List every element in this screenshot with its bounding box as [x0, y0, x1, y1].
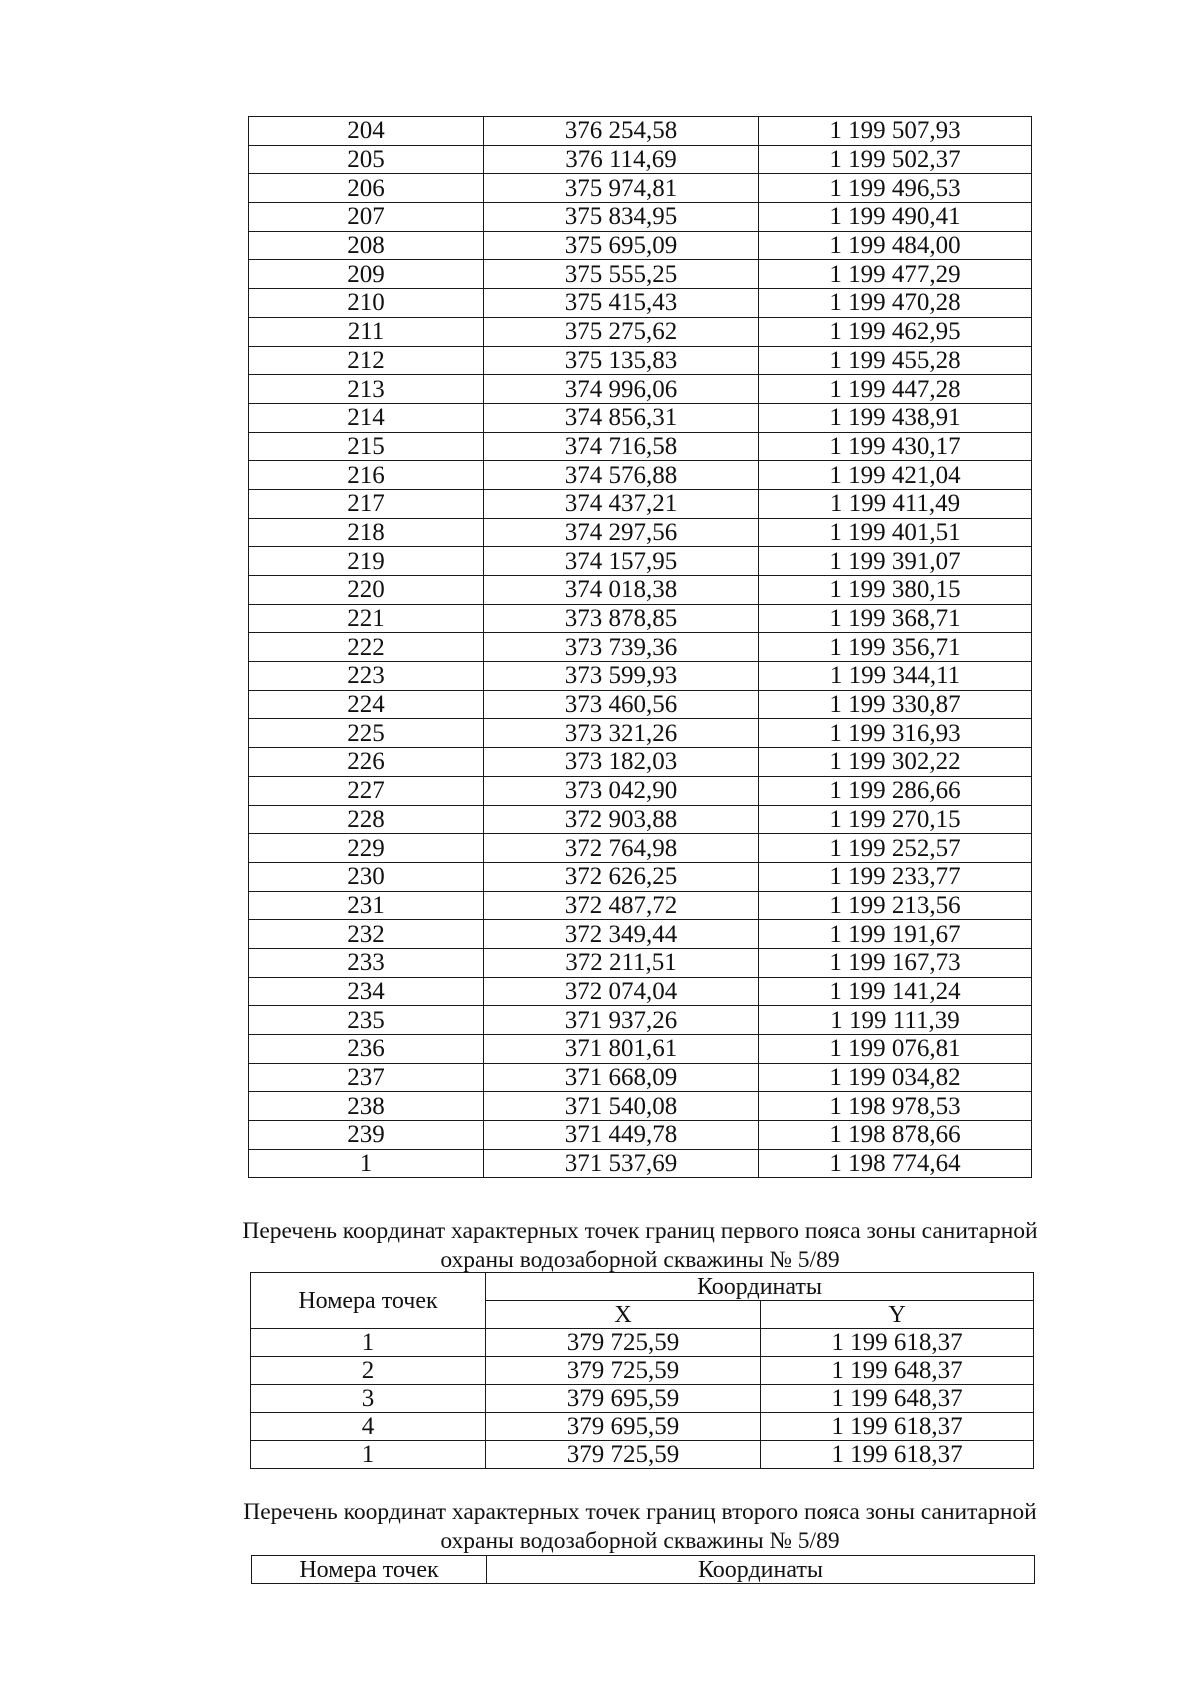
point-number-cell: 223 [249, 662, 484, 691]
coord-y-cell: 1 199 391,07 [759, 547, 1032, 576]
zone1-table-row [251, 1329, 1034, 1357]
main_table-table-row [249, 461, 1032, 490]
coord-x-cell: 374 018,38 [484, 576, 759, 605]
coord-x-cell: 372 211,51 [484, 948, 759, 977]
point-number-cell: 231 [249, 891, 484, 920]
coord-x-cell: 379 695,59 [486, 1385, 761, 1413]
point-number-cell: 230 [249, 862, 484, 891]
coord-x-cell: 373 599,93 [484, 662, 759, 691]
main_table-table-row [249, 403, 1032, 432]
coord-y-cell: 1 199 490,41 [759, 203, 1032, 232]
coord-y-cell: 1 199 447,28 [759, 375, 1032, 404]
point-number-cell: 239 [249, 1121, 484, 1150]
point-number-cell: 222 [249, 633, 484, 662]
coord-y-cell: 1 199 213,56 [759, 891, 1032, 920]
point-number-cell: 4 [251, 1413, 486, 1441]
point-number-cell: 211 [249, 317, 484, 346]
coord-y-cell: 1 199 438,91 [759, 403, 1032, 432]
main_table-table-row [249, 1035, 1032, 1064]
point-number-cell: 224 [249, 690, 484, 719]
zone1-caption-line1: Перечень координат характерных точек границ первого пояса зоны санитарной [242, 1218, 1038, 1244]
coord-x-cell: 372 903,88 [484, 805, 759, 834]
coord-x-cell: 375 974,81 [484, 174, 759, 203]
point-number-cell: 204 [249, 117, 484, 146]
point-number-cell: 234 [249, 977, 484, 1006]
coord-y-cell: 1 199 076,81 [759, 1035, 1032, 1064]
coord-x-cell: 376 114,69 [484, 145, 759, 174]
point-number-cell: 217 [249, 489, 484, 518]
coord-x-cell: 372 074,04 [484, 977, 759, 1006]
coord-y-cell: 1 199 648,37 [761, 1385, 1034, 1413]
coord-x-cell: 375 555,25 [484, 260, 759, 289]
main_table-table-row [249, 834, 1032, 863]
coord-y-cell: 1 199 484,00 [759, 231, 1032, 260]
zone1-table-row [251, 1385, 1034, 1413]
coord-x-cell: 379 695,59 [486, 1413, 761, 1441]
point-number-cell: 225 [249, 719, 484, 748]
coord-y-cell: 1 199 462,95 [759, 317, 1032, 346]
main_table-table-row [249, 1149, 1032, 1178]
zone1-header-x: X [486, 1301, 761, 1329]
main_table-table-row [249, 547, 1032, 576]
coord-x-cell: 374 576,88 [484, 461, 759, 490]
point-number-cell: 1 [251, 1441, 486, 1469]
coord-x-cell: 373 321,26 [484, 719, 759, 748]
coord-y-cell: 1 199 618,37 [761, 1413, 1034, 1441]
point-number-cell: 207 [249, 203, 484, 232]
main_table-table-row [249, 203, 1032, 232]
coord-y-cell: 1 198 878,66 [759, 1121, 1032, 1150]
zone1-table-row [251, 1441, 1034, 1469]
main_table-table-row [249, 346, 1032, 375]
main_table-table-row [249, 862, 1032, 891]
point-number-cell: 218 [249, 518, 484, 547]
zone1-table-row [251, 1357, 1034, 1385]
coord-x-cell: 375 834,95 [484, 203, 759, 232]
point-number-cell: 226 [249, 748, 484, 777]
coord-y-cell: 1 199 411,49 [759, 489, 1032, 518]
coord-x-cell: 371 801,61 [484, 1035, 759, 1064]
coord-x-cell: 371 540,08 [484, 1092, 759, 1121]
zone2-caption [160, 1498, 1120, 1556]
coord-x-cell: 374 856,31 [484, 403, 759, 432]
coord-x-cell: 372 626,25 [484, 862, 759, 891]
main_table-table-row [249, 1063, 1032, 1092]
main_table-table-row [249, 977, 1032, 1006]
main_table-table-row [249, 920, 1032, 949]
point-number-cell: 219 [249, 547, 484, 576]
coord-x-cell: 373 460,56 [484, 690, 759, 719]
coord-y-cell: 1 199 380,15 [759, 576, 1032, 605]
point-number-cell: 237 [249, 1063, 484, 1092]
coord-x-cell: 371 937,26 [484, 1006, 759, 1035]
coord-x-cell: 372 487,72 [484, 891, 759, 920]
point-number-cell: 206 [249, 174, 484, 203]
point-number-cell: 1 [251, 1329, 486, 1357]
coord-x-cell: 373 182,03 [484, 748, 759, 777]
point-number-cell: 233 [249, 948, 484, 977]
main_table-table-row [249, 604, 1032, 633]
point-number-cell: 1 [249, 1149, 484, 1178]
coord-x-cell: 371 668,09 [484, 1063, 759, 1092]
coord-x-cell: 379 725,59 [486, 1357, 761, 1385]
coord-x-cell: 379 725,59 [486, 1441, 761, 1469]
coord-y-cell: 1 199 507,93 [759, 117, 1032, 146]
coord-y-cell: 1 199 455,28 [759, 346, 1032, 375]
point-number-cell: 232 [249, 920, 484, 949]
coord-x-cell: 371 537,69 [484, 1149, 759, 1178]
main_table-table-row [249, 805, 1032, 834]
coord-x-cell: 373 042,90 [484, 776, 759, 805]
coord-x-cell: 375 275,62 [484, 317, 759, 346]
point-number-cell: 220 [249, 576, 484, 605]
coord-y-cell: 1 199 191,67 [759, 920, 1032, 949]
coord-y-cell: 1 199 111,39 [759, 1006, 1032, 1035]
point-number-cell: 215 [249, 432, 484, 461]
coord-y-cell: 1 199 302,22 [759, 748, 1032, 777]
coord-y-cell: 1 199 356,71 [759, 633, 1032, 662]
main_table-table-row [249, 1121, 1032, 1150]
coord-y-cell: 1 199 286,66 [759, 776, 1032, 805]
point-number-cell: 3 [251, 1385, 486, 1413]
zone2-header-points: Номера точек [252, 1556, 487, 1584]
main_table-table-row [249, 231, 1032, 260]
coord-y-cell: 1 199 034,82 [759, 1063, 1032, 1092]
main_table-table-row [249, 260, 1032, 289]
coord-y-cell: 1 199 502,37 [759, 145, 1032, 174]
coord-y-cell: 1 199 270,15 [759, 805, 1032, 834]
point-number-cell: 238 [249, 1092, 484, 1121]
main_table-table-row [249, 117, 1032, 146]
point-number-cell: 221 [249, 604, 484, 633]
main_table-table-row [249, 1006, 1032, 1035]
coord-x-cell: 374 297,56 [484, 518, 759, 547]
coord-y-cell: 1 199 430,17 [759, 432, 1032, 461]
main_table-table-row [249, 174, 1032, 203]
coord-x-cell: 372 349,44 [484, 920, 759, 949]
zone1-table-row [251, 1413, 1034, 1441]
main_table-table-row [249, 633, 1032, 662]
main_table-table-row [249, 375, 1032, 404]
coord-x-cell: 373 739,36 [484, 633, 759, 662]
coord-x-cell: 375 695,09 [484, 231, 759, 260]
coord-y-cell: 1 199 421,04 [759, 461, 1032, 490]
coord-x-cell: 374 157,95 [484, 547, 759, 576]
coord-x-cell: 375 135,83 [484, 346, 759, 375]
zone2-header-coordinates: Координаты [487, 1556, 1035, 1584]
coord-y-cell: 1 198 774,64 [759, 1149, 1032, 1178]
point-number-cell: 209 [249, 260, 484, 289]
zone1-caption [160, 1217, 1120, 1275]
main_table-table-row [249, 719, 1032, 748]
coord-x-cell: 375 415,43 [484, 289, 759, 318]
main_table-table-row [249, 748, 1032, 777]
coord-y-cell: 1 199 648,37 [761, 1357, 1034, 1385]
point-number-cell: 236 [249, 1035, 484, 1064]
point-number-cell: 2 [251, 1357, 486, 1385]
coord-y-cell: 1 199 496,53 [759, 174, 1032, 203]
coord-y-cell: 1 199 477,29 [759, 260, 1032, 289]
zone1-table [250, 1272, 1034, 1469]
coord-x-cell: 374 437,21 [484, 489, 759, 518]
coord-y-cell: 1 199 401,51 [759, 518, 1032, 547]
main_table-table-row [249, 489, 1032, 518]
point-number-cell: 227 [249, 776, 484, 805]
coord-x-cell: 379 725,59 [486, 1329, 761, 1357]
coord-y-cell: 1 199 233,77 [759, 862, 1032, 891]
coord-x-cell: 373 878,85 [484, 604, 759, 633]
main_table-table-row [249, 145, 1032, 174]
coord-y-cell: 1 199 330,87 [759, 690, 1032, 719]
point-number-cell: 213 [249, 375, 484, 404]
coord-x-cell: 374 716,58 [484, 432, 759, 461]
coord-y-cell: 1 199 167,73 [759, 948, 1032, 977]
zone1-caption-line2: охраны водозаборной скважины № 5/89 [440, 1247, 840, 1273]
coord-y-cell: 1 199 618,37 [761, 1441, 1034, 1469]
main_table-table-row [249, 891, 1032, 920]
point-number-cell: 212 [249, 346, 484, 375]
main_table-table-row [249, 662, 1032, 691]
point-number-cell: 229 [249, 834, 484, 863]
coord-y-cell: 1 199 368,71 [759, 604, 1032, 633]
main_table-table-row [249, 576, 1032, 605]
main_table-table-row [249, 690, 1032, 719]
main_table-table-row [249, 776, 1032, 805]
main_table-table-row [249, 948, 1032, 977]
point-number-cell: 210 [249, 289, 484, 318]
point-number-cell: 235 [249, 1006, 484, 1035]
point-number-cell: 208 [249, 231, 484, 260]
point-number-cell: 216 [249, 461, 484, 490]
coord-y-cell: 1 199 618,37 [761, 1329, 1034, 1357]
zone1-header-points: Номера точек [251, 1273, 486, 1329]
zone1-table-body [251, 1329, 1034, 1469]
main_table-table-row [249, 317, 1032, 346]
point-number-cell: 214 [249, 403, 484, 432]
zone1-header-coordinates: Координаты [486, 1273, 1034, 1301]
zone2-caption-line2: охраны водозаборной скважины № 5/89 [440, 1528, 840, 1554]
zone2-table [251, 1555, 1035, 1584]
zone1-header-y: Y [761, 1301, 1034, 1329]
coord-x-cell: 371 449,78 [484, 1121, 759, 1150]
coord-y-cell: 1 198 978,53 [759, 1092, 1032, 1121]
coord-y-cell: 1 199 344,11 [759, 662, 1032, 691]
coord-x-cell: 374 996,06 [484, 375, 759, 404]
zone2-caption-line1: Перечень координат характерных точек границ второго пояса зоны санитарной [243, 1499, 1037, 1525]
coord-x-cell: 376 254,58 [484, 117, 759, 146]
coordinates-table-body [249, 117, 1032, 1178]
main_table-table-row [249, 518, 1032, 547]
coord-y-cell: 1 199 316,93 [759, 719, 1032, 748]
coordinates-table [248, 116, 1032, 1178]
point-number-cell: 228 [249, 805, 484, 834]
main_table-table-row [249, 289, 1032, 318]
main_table-table-row [249, 432, 1032, 461]
coord-y-cell: 1 199 252,57 [759, 834, 1032, 863]
coord-y-cell: 1 199 141,24 [759, 977, 1032, 1006]
point-number-cell: 205 [249, 145, 484, 174]
coord-x-cell: 372 764,98 [484, 834, 759, 863]
main_table-table-row [249, 1092, 1032, 1121]
coord-y-cell: 1 199 470,28 [759, 289, 1032, 318]
